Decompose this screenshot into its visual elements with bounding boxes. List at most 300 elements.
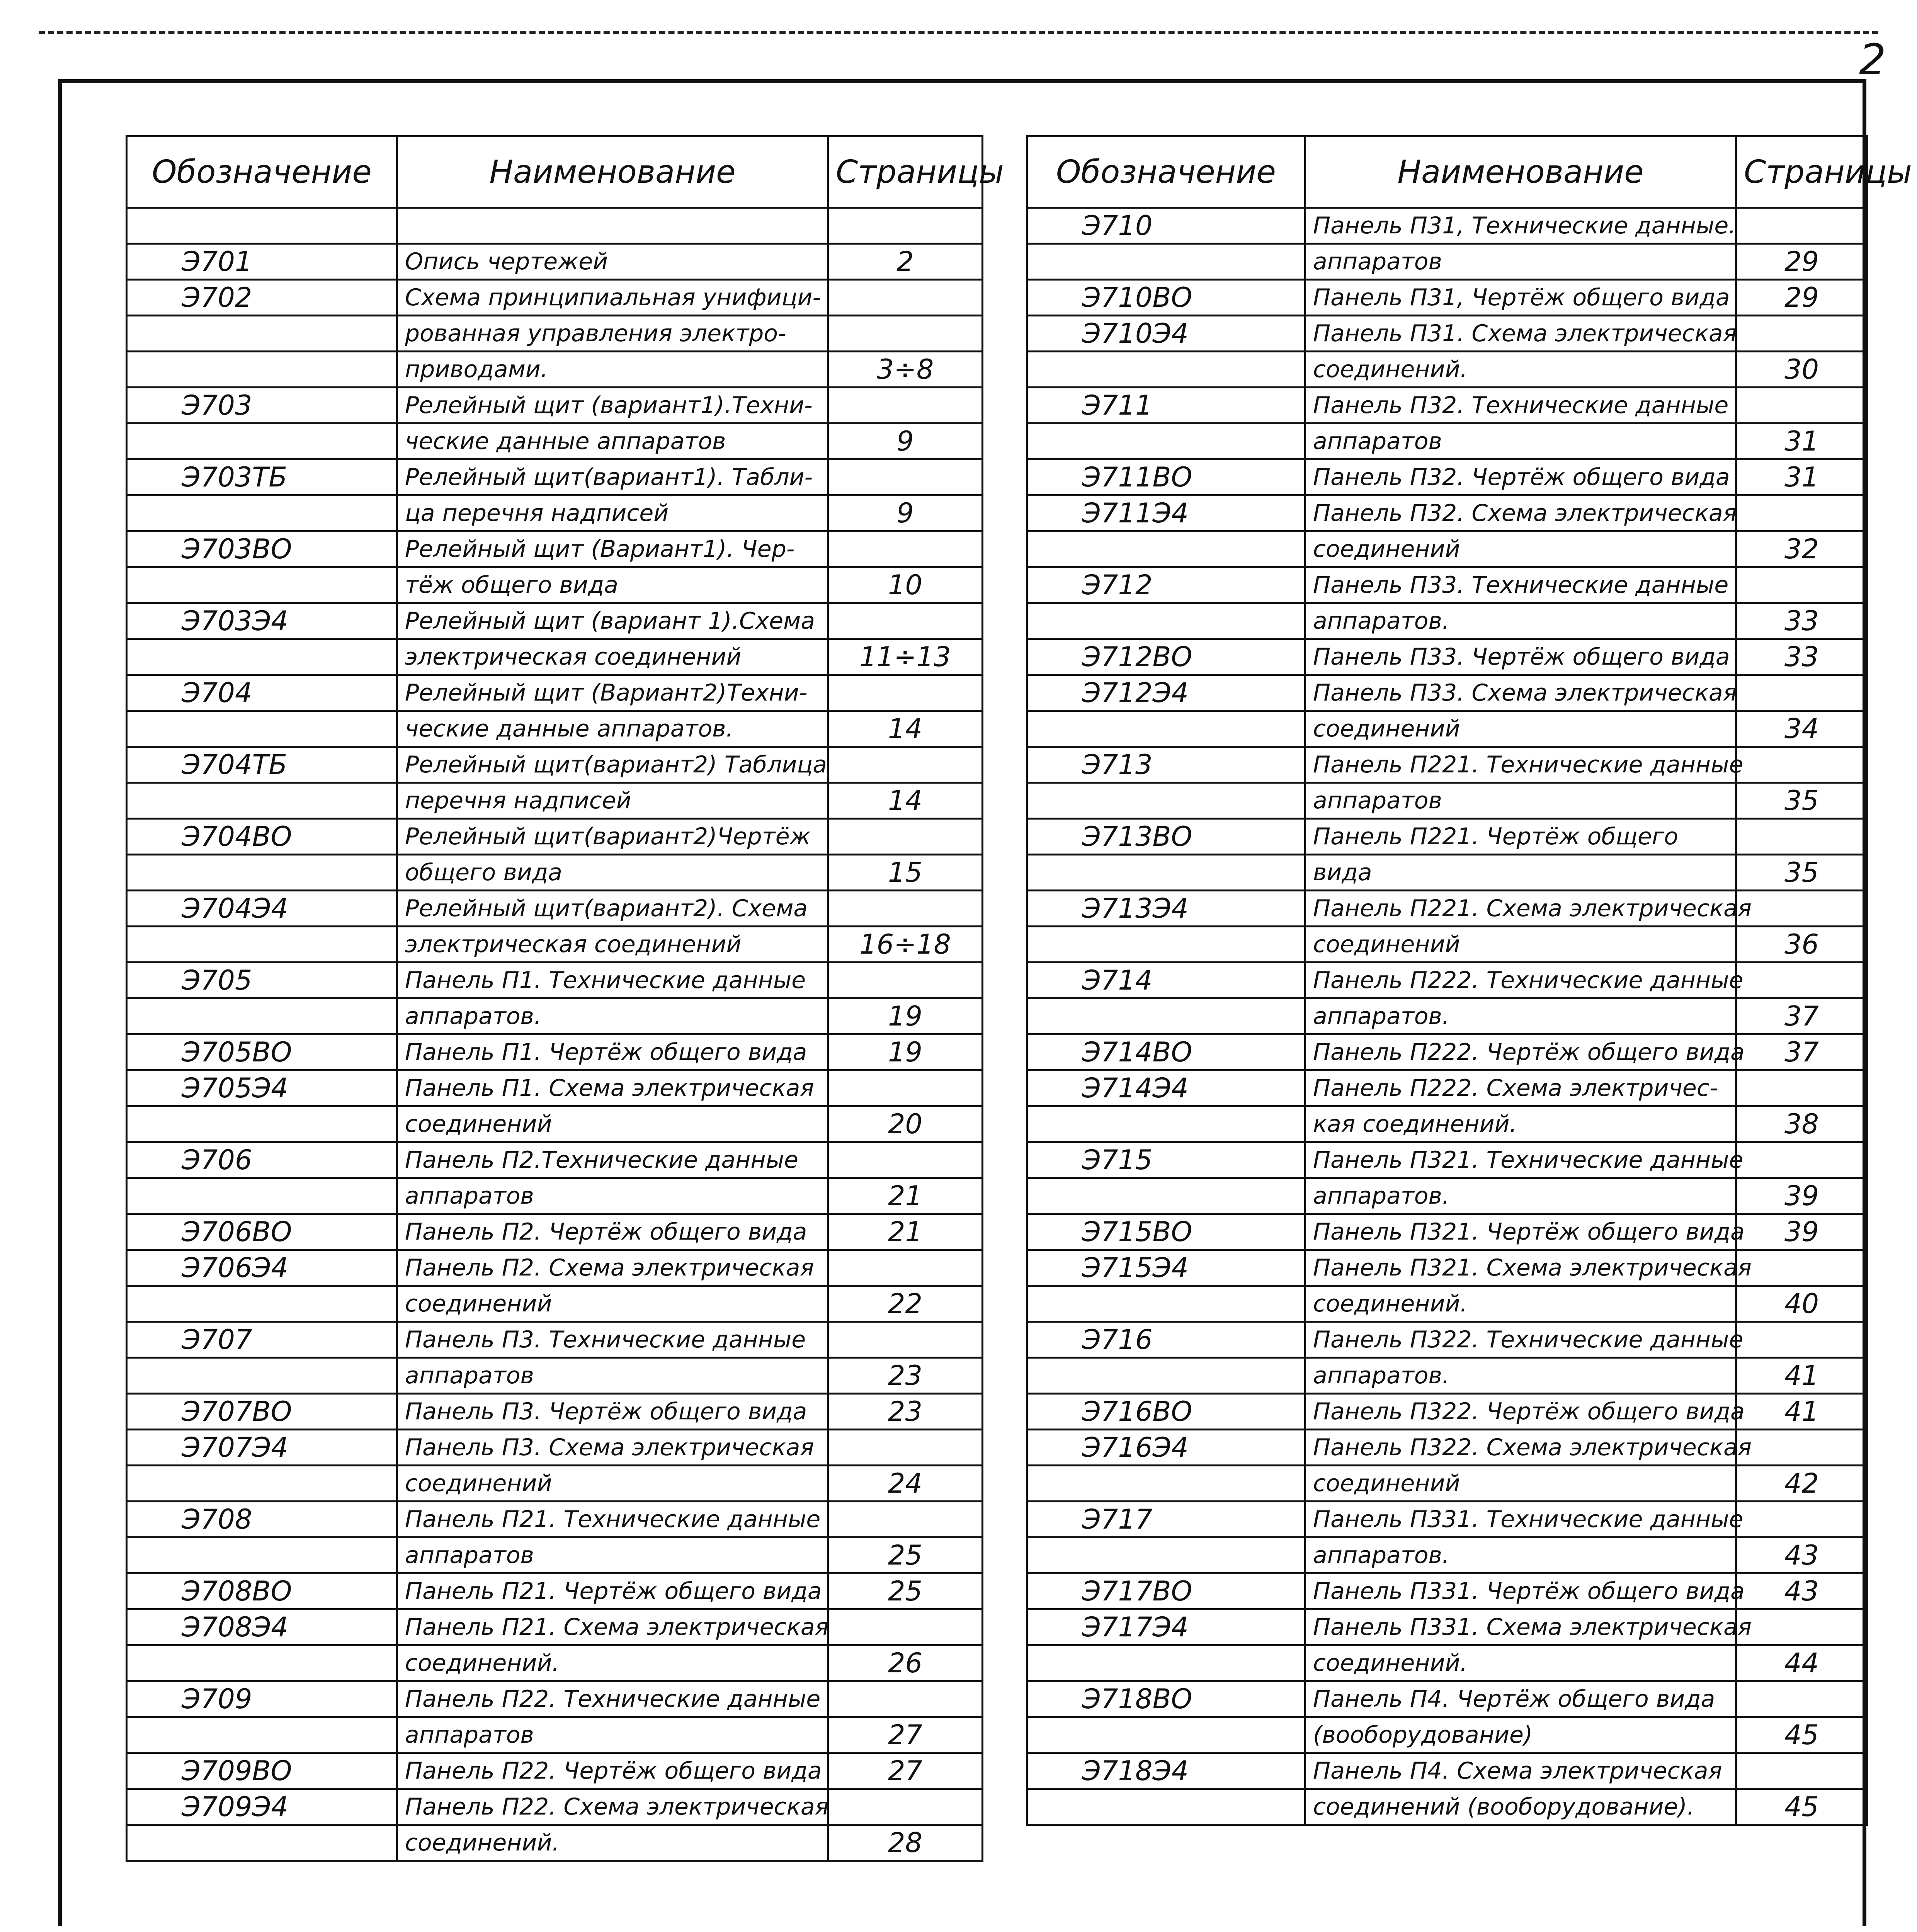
designation-cell: Э702	[127, 280, 397, 316]
name-cell: Схема принципиальная унифици-	[397, 280, 828, 316]
pages-cell: 25	[828, 1573, 983, 1609]
pages-cell	[828, 891, 983, 927]
table-row	[127, 1430, 983, 1466]
name-cell: Панель П32. Чертёж общего вида	[1305, 459, 1736, 495]
designation-cell: Э703Э4	[127, 603, 397, 639]
designation-cell	[127, 316, 397, 352]
table-row	[127, 1394, 983, 1430]
pages-cell	[828, 819, 983, 855]
pages-cell	[828, 1502, 983, 1537]
name-cell: аппаратов.	[1305, 998, 1736, 1034]
pages-cell	[1736, 208, 1868, 244]
name-cell: Релейный щит(вариант2). Схема	[397, 891, 828, 927]
designation-cell: Э714	[1027, 963, 1305, 998]
table-row	[127, 208, 983, 244]
table-row	[127, 1681, 983, 1717]
name-cell: ческие данные аппаратов.	[397, 711, 828, 747]
designation-cell	[1027, 244, 1305, 280]
table-row	[127, 1537, 983, 1573]
name-cell: (вооборудование)	[1305, 1717, 1736, 1753]
name-cell: аппаратов	[397, 1717, 828, 1753]
pages-cell: 31	[1736, 459, 1868, 495]
designation-cell	[1027, 1645, 1305, 1681]
designation-cell: Э705ВО	[127, 1034, 397, 1070]
pages-cell: 41	[1736, 1358, 1868, 1394]
name-cell: аппаратов.	[1305, 1178, 1736, 1214]
pages-cell: 14	[828, 711, 983, 747]
name-cell: Панель П1. Чертёж общего вида	[397, 1034, 828, 1070]
pages-cell	[828, 1142, 983, 1178]
name-cell: соединений.	[397, 1645, 828, 1681]
table-row	[127, 1645, 983, 1681]
pages-cell	[1736, 963, 1868, 998]
designation-cell	[127, 1106, 397, 1142]
name-cell: вида	[1305, 855, 1736, 891]
header-name: Наименование	[1305, 136, 1736, 208]
name-cell: Панель П221. Чертёж общего	[1305, 819, 1736, 855]
designation-cell	[127, 1645, 397, 1681]
table-row	[1027, 1142, 1868, 1178]
designation-cell	[127, 783, 397, 819]
designation-cell: Э708	[127, 1502, 397, 1537]
pages-cell: 40	[1736, 1286, 1868, 1322]
pages-cell: 29	[1736, 280, 1868, 316]
table-row	[127, 819, 983, 855]
pages-cell	[828, 1430, 983, 1466]
designation-cell: Э712Э4	[1027, 675, 1305, 711]
header-designation: Обозначение	[1027, 136, 1305, 208]
designation-cell: Э710ВО	[1027, 280, 1305, 316]
register-table-left	[126, 135, 1004, 1862]
pages-cell	[1736, 495, 1868, 531]
name-cell: Панель П321. Схема электрическая	[1305, 1250, 1736, 1286]
pages-cell	[1736, 567, 1868, 603]
table-row	[127, 1286, 983, 1322]
table-row	[127, 1322, 983, 1358]
name-cell: соединений	[397, 1106, 828, 1142]
pages-cell	[1736, 316, 1868, 352]
table-row	[127, 783, 983, 819]
table-row	[1027, 675, 1868, 711]
table-row	[1027, 855, 1868, 891]
designation-cell	[127, 423, 397, 459]
name-cell: приводами.	[397, 352, 828, 388]
designation-cell: Э709Э4	[127, 1789, 397, 1825]
pages-cell: 41	[1736, 1394, 1868, 1430]
designation-cell: Э715ВО	[1027, 1214, 1305, 1250]
designation-cell	[127, 1286, 397, 1322]
designation-cell: Э701	[127, 244, 397, 280]
name-cell: соединений	[397, 1466, 828, 1502]
header-pages: Страницы	[828, 136, 983, 208]
name-cell: Панель П1. Схема электрическая	[397, 1070, 828, 1106]
pages-cell	[1736, 1250, 1868, 1286]
designation-cell: Э717ВО	[1027, 1573, 1305, 1609]
pages-cell: 20	[828, 1106, 983, 1142]
table-row	[127, 1106, 983, 1142]
designation-cell: Э707Э4	[127, 1430, 397, 1466]
designation-cell: Э709	[127, 1681, 397, 1717]
register-table-right	[1026, 135, 1912, 1826]
pages-cell: 31	[1736, 423, 1868, 459]
designation-cell: Э717Э4	[1027, 1609, 1305, 1645]
table-row	[127, 1573, 983, 1609]
pages-cell	[828, 1681, 983, 1717]
pages-cell: 44	[1736, 1645, 1868, 1681]
designation-cell	[127, 855, 397, 891]
designation-cell: Э709ВО	[127, 1753, 397, 1789]
name-cell: Панель П22. Чертёж общего вида	[397, 1753, 828, 1789]
pages-cell	[1736, 1142, 1868, 1178]
designation-cell	[127, 711, 397, 747]
table-row	[1027, 603, 1868, 639]
designation-cell	[127, 1825, 397, 1861]
pages-cell	[828, 603, 983, 639]
name-cell: Панель П31. Схема электрическая	[1305, 316, 1736, 352]
table-row	[1027, 1466, 1868, 1502]
table-row	[1027, 1430, 1868, 1466]
name-cell: аппаратов.	[1305, 603, 1736, 639]
name-cell: Панель П322. Технические данные	[1305, 1322, 1736, 1358]
table-row	[127, 1717, 983, 1753]
name-cell: перечня надписей	[397, 783, 828, 819]
name-cell: аппаратов	[1305, 783, 1736, 819]
name-cell: аппаратов.	[397, 998, 828, 1034]
name-cell: Панель П31, Чертёж общего вида	[1305, 280, 1736, 316]
designation-cell: Э712ВО	[1027, 639, 1305, 675]
table-row	[1027, 1358, 1868, 1394]
name-cell: соединений.	[1305, 352, 1736, 388]
name-cell: Панель П322. Схема электрическая	[1305, 1430, 1736, 1466]
pages-cell: 32	[1736, 531, 1868, 567]
name-cell: Панель П32. Технические данные	[1305, 388, 1736, 423]
pages-cell	[1736, 891, 1868, 927]
designation-cell: Э713ВО	[1027, 819, 1305, 855]
name-cell: Панель П33. Чертёж общего вида	[1305, 639, 1736, 675]
name-cell: Панель П321. Чертёж общего вида	[1305, 1214, 1736, 1250]
designation-cell	[127, 208, 397, 244]
table-row	[1027, 1286, 1868, 1322]
pages-cell	[828, 280, 983, 316]
designation-cell: Э707	[127, 1322, 397, 1358]
table-row	[1027, 459, 1868, 495]
pages-cell	[1736, 1070, 1868, 1106]
pages-cell: 45	[1736, 1717, 1868, 1753]
name-cell: Панель П222. Чертёж общего вида	[1305, 1034, 1736, 1070]
designation-cell: Э704ВО	[127, 819, 397, 855]
designation-cell	[127, 639, 397, 675]
pages-cell: 21	[828, 1178, 983, 1214]
name-cell	[397, 208, 828, 244]
name-cell: Панель П321. Технические данные	[1305, 1142, 1736, 1178]
pages-cell: 19	[828, 1034, 983, 1070]
pages-cell: 23	[828, 1394, 983, 1430]
header-designation: Обозначение	[127, 136, 397, 208]
designation-cell: Э714Э4	[1027, 1070, 1305, 1106]
pages-cell: 3÷8	[828, 352, 983, 388]
table-row	[127, 1358, 983, 1394]
designation-cell	[1027, 1286, 1305, 1322]
name-cell: соединений.	[1305, 1645, 1736, 1681]
table-row	[127, 352, 983, 388]
pages-cell: 25	[828, 1537, 983, 1573]
pages-cell: 35	[1736, 855, 1868, 891]
name-cell: Панель П331. Схема электрическая	[1305, 1609, 1736, 1645]
designation-cell: Э710Э4	[1027, 316, 1305, 352]
table-row	[127, 1178, 983, 1214]
designation-cell	[127, 1537, 397, 1573]
pages-cell	[1736, 1322, 1868, 1358]
name-cell: Релейный щит(вариант2)Чертёж	[397, 819, 828, 855]
designation-cell	[127, 1717, 397, 1753]
name-cell: Панель П31, Технические данные.	[1305, 208, 1736, 244]
pages-cell: 10	[828, 567, 983, 603]
name-cell: Релейный щит (Вариант2)Техни-	[397, 675, 828, 711]
table-row	[1027, 244, 1868, 280]
table-row	[127, 998, 983, 1034]
name-cell: Панель П21. Схема электрическая	[397, 1609, 828, 1645]
table-row	[1027, 1322, 1868, 1358]
name-cell: Панель П331. Чертёж общего вида	[1305, 1573, 1736, 1609]
name-cell: Панель П2.Технические данные	[397, 1142, 828, 1178]
name-cell: аппаратов	[397, 1537, 828, 1573]
table-row	[127, 459, 983, 495]
name-cell: аппаратов	[1305, 244, 1736, 280]
table-body-left	[127, 208, 983, 1861]
designation-cell	[127, 998, 397, 1034]
table-row	[1027, 1034, 1868, 1070]
table-row	[1027, 639, 1868, 675]
designation-cell	[127, 927, 397, 963]
table-row	[127, 747, 983, 783]
name-cell: аппаратов.	[1305, 1358, 1736, 1394]
name-cell: кая соединений.	[1305, 1106, 1736, 1142]
designation-cell: Э715Э4	[1027, 1250, 1305, 1286]
designation-cell: Э708Э4	[127, 1609, 397, 1645]
table-row	[1027, 1250, 1868, 1286]
table-row	[1027, 423, 1868, 459]
designation-cell: Э718ВО	[1027, 1681, 1305, 1717]
name-cell: общего вида	[397, 855, 828, 891]
designation-cell	[127, 1178, 397, 1214]
name-cell: Панель П2. Схема электрическая	[397, 1250, 828, 1286]
designation-cell: Э713Э4	[1027, 891, 1305, 927]
designation-cell: Э706	[127, 1142, 397, 1178]
name-cell: соединений.	[1305, 1286, 1736, 1322]
pages-cell	[1736, 819, 1868, 855]
designation-cell	[1027, 603, 1305, 639]
designation-cell: Э712	[1027, 567, 1305, 603]
table-row	[1027, 783, 1868, 819]
table-row	[1027, 567, 1868, 603]
designation-cell: Э704	[127, 675, 397, 711]
header-pages: Страницы	[1736, 136, 1868, 208]
name-cell: Панель П32. Схема электрическая	[1305, 495, 1736, 531]
designation-cell: Э718Э4	[1027, 1753, 1305, 1789]
designation-cell	[1027, 711, 1305, 747]
designation-cell: Э703ТБ	[127, 459, 397, 495]
name-cell: Панель П331. Технические данные	[1305, 1502, 1736, 1537]
table-row	[127, 675, 983, 711]
designation-cell: Э705	[127, 963, 397, 998]
designation-cell	[1027, 998, 1305, 1034]
table-row	[1027, 1394, 1868, 1430]
designation-cell	[1027, 352, 1305, 388]
table-row	[127, 639, 983, 675]
table-row	[127, 1825, 983, 1861]
designation-cell: Э713	[1027, 747, 1305, 783]
pages-cell	[1736, 1753, 1868, 1789]
name-cell: соединений	[1305, 927, 1736, 963]
pages-cell: 14	[828, 783, 983, 819]
table-row	[1027, 1070, 1868, 1106]
name-cell: ца перечня надписей	[397, 495, 828, 531]
pages-cell	[1736, 675, 1868, 711]
name-cell: соединений (вооборудование).	[1305, 1789, 1736, 1825]
table-row	[1027, 352, 1868, 388]
pages-cell: 15	[828, 855, 983, 891]
designation-cell	[1027, 1537, 1305, 1573]
table-row	[1027, 711, 1868, 747]
table-row	[1027, 280, 1868, 316]
name-cell: Релейный щит(вариант2) Таблица	[397, 747, 828, 783]
name-cell: Панель П2. Чертёж общего вида	[397, 1214, 828, 1250]
designation-cell	[127, 567, 397, 603]
table-row	[127, 1753, 983, 1789]
name-cell: аппаратов.	[1305, 1537, 1736, 1573]
designation-cell	[127, 1466, 397, 1502]
designation-cell: Э716	[1027, 1322, 1305, 1358]
pages-cell: 39	[1736, 1214, 1868, 1250]
name-cell: Релейный щит (вариант 1).Схема	[397, 603, 828, 639]
table-row	[1027, 927, 1868, 963]
designation-cell: Э705Э4	[127, 1070, 397, 1106]
table-header-row	[1027, 136, 1868, 208]
designation-cell	[127, 1358, 397, 1394]
pages-cell: 34	[1736, 711, 1868, 747]
designation-cell: Э716Э4	[1027, 1430, 1305, 1466]
name-cell: соединений	[1305, 531, 1736, 567]
designation-cell	[1027, 1789, 1305, 1825]
name-cell: Панель П221. Схема электрическая	[1305, 891, 1736, 927]
name-cell: Панель П222. Схема электричес-	[1305, 1070, 1736, 1106]
table-row	[127, 1250, 983, 1286]
table-row	[1027, 1609, 1868, 1645]
table-row	[127, 1466, 983, 1502]
pages-cell: 38	[1736, 1106, 1868, 1142]
name-cell: Панель П33. Схема электрическая	[1305, 675, 1736, 711]
table-row	[127, 531, 983, 567]
pages-cell: 30	[1736, 352, 1868, 388]
designation-cell: Э708ВО	[127, 1573, 397, 1609]
table-row	[127, 495, 983, 531]
table-row	[1027, 891, 1868, 927]
pages-cell: 37	[1736, 998, 1868, 1034]
pages-cell: 28	[828, 1825, 983, 1861]
pages-cell: 2	[828, 244, 983, 280]
table-row	[127, 711, 983, 747]
designation-cell	[1027, 531, 1305, 567]
pages-cell: 9	[828, 423, 983, 459]
designation-cell: Э710	[1027, 208, 1305, 244]
pages-cell	[1736, 1609, 1868, 1645]
pages-cell	[828, 388, 983, 423]
table-row	[127, 423, 983, 459]
designation-cell	[1027, 1717, 1305, 1753]
pages-cell: 29	[1736, 244, 1868, 280]
designation-cell	[1027, 1466, 1305, 1502]
designation-cell	[127, 495, 397, 531]
pages-cell: 43	[1736, 1573, 1868, 1609]
name-cell: аппаратов	[1305, 423, 1736, 459]
table-row	[127, 567, 983, 603]
pages-cell: 23	[828, 1358, 983, 1394]
table-row	[1027, 963, 1868, 998]
name-cell: Панель П21. Чертёж общего вида	[397, 1573, 828, 1609]
pages-cell	[1736, 747, 1868, 783]
designation-cell: Э704Э4	[127, 891, 397, 927]
table-row	[1027, 1106, 1868, 1142]
pages-cell: 19	[828, 998, 983, 1034]
top-dashed-border	[39, 31, 1878, 34]
name-cell: Релейный щит (вариант1).Техни-	[397, 388, 828, 423]
pages-cell	[828, 316, 983, 352]
table-row	[127, 388, 983, 423]
name-cell: Релейный щит(вариант1). Табли-	[397, 459, 828, 495]
table-row	[127, 1070, 983, 1106]
table-row	[127, 1214, 983, 1250]
pages-cell: 27	[828, 1717, 983, 1753]
pages-cell	[828, 1609, 983, 1645]
name-cell: Панель П22. Схема электрическая	[397, 1789, 828, 1825]
name-cell: Панель П322. Чертёж общего вида	[1305, 1394, 1736, 1430]
pages-cell: 27	[828, 1753, 983, 1789]
name-cell: Опись чертежей	[397, 244, 828, 280]
pages-cell	[1736, 1681, 1868, 1717]
name-cell: ческие данные аппаратов	[397, 423, 828, 459]
table-row	[1027, 1573, 1868, 1609]
pages-cell	[828, 531, 983, 567]
table-row	[127, 891, 983, 927]
pages-cell	[1736, 388, 1868, 423]
table-row	[1027, 1178, 1868, 1214]
name-cell: аппаратов	[397, 1358, 828, 1394]
table-row	[1027, 1537, 1868, 1573]
name-cell: электрическая соединений	[397, 639, 828, 675]
pages-cell	[828, 208, 983, 244]
name-cell: Панель П22. Технические данные	[397, 1681, 828, 1717]
table-row	[1027, 388, 1868, 423]
table-row	[127, 855, 983, 891]
designation-cell	[1027, 1178, 1305, 1214]
pages-cell: 43	[1736, 1537, 1868, 1573]
table-row	[1027, 1645, 1868, 1681]
name-cell: Панель П4. Схема электрическая	[1305, 1753, 1736, 1789]
table-row	[127, 603, 983, 639]
designation-cell	[1027, 423, 1305, 459]
name-cell: аппаратов	[397, 1178, 828, 1214]
designation-cell: Э711Э4	[1027, 495, 1305, 531]
table-row	[1027, 531, 1868, 567]
designation-cell: Э716ВО	[1027, 1394, 1305, 1430]
pages-cell: 42	[1736, 1466, 1868, 1502]
pages-cell	[828, 1789, 983, 1825]
table-row	[1027, 316, 1868, 352]
table-row	[1027, 1753, 1868, 1789]
table-row	[127, 1502, 983, 1537]
table-row	[127, 1789, 983, 1825]
table-row	[1027, 1717, 1868, 1753]
